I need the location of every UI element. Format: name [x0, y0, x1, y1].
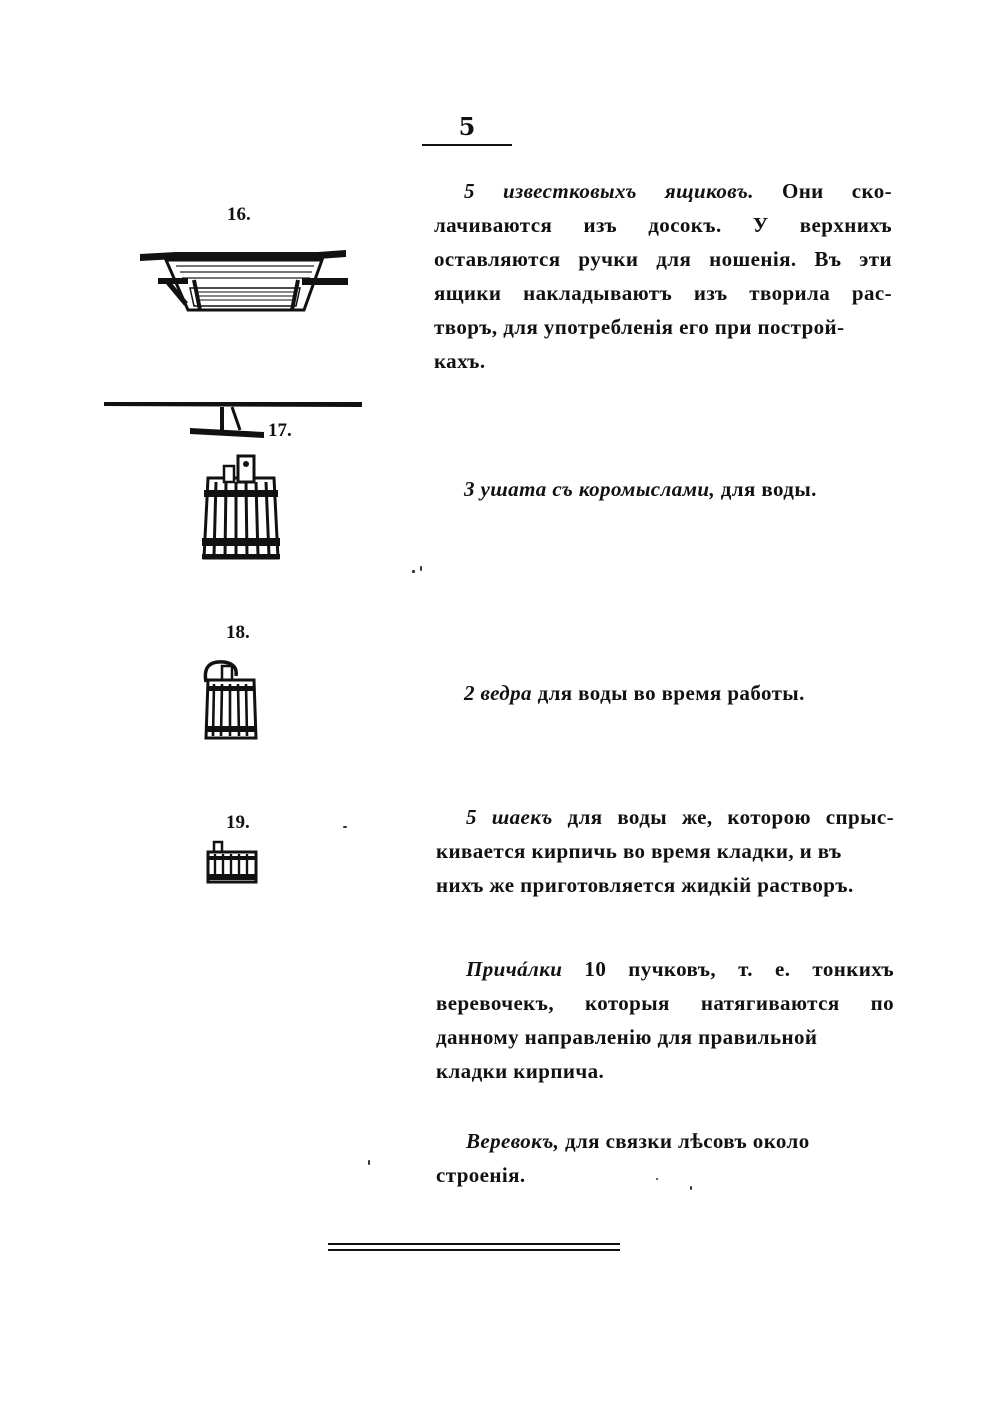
scan-speck — [420, 566, 422, 571]
scan-speck — [690, 1186, 692, 1190]
entry-buckets: 2 ведра для воды во время работы. — [434, 676, 892, 710]
entry-ropes: Веревокъ, для связки лѣсовъ около строенія. — [436, 1129, 810, 1187]
entry-ropes-lead: Веревокъ, — [466, 1129, 560, 1153]
page-number: 5 — [458, 112, 476, 141]
figure-16-label: 16. — [227, 204, 251, 225]
entry-prichalki-lead: Причáлки — [466, 957, 563, 981]
entry-tubs-with-yokes: 3 ушата съ коромыслами, для воды. — [434, 472, 892, 506]
figure-16-mortar-box-illustration — [136, 244, 354, 322]
figure-17-label: 17. — [268, 420, 292, 441]
figure-18-label: 18. — [226, 622, 250, 643]
entry-tubs-lead: 3 ушата съ коромыслами, — [464, 477, 716, 501]
figure-17-yoke-and-tub-illustration — [104, 398, 366, 574]
figure-18-bucket-illustration — [192, 656, 264, 744]
scan-speck — [656, 1178, 658, 1180]
end-rule-bottom — [328, 1249, 620, 1251]
page-number-rule — [422, 144, 512, 146]
figure-19-small-tub-illustration — [204, 838, 262, 890]
entry-prichalki: Причáлки 10 пучковъ, т. е. тонкихъ веревочекъ, которыя натягиваются по данному направленію для правильной кладки кирпича. — [436, 957, 894, 1083]
entry-small-tubs-lead: 5 шаекъ — [466, 805, 553, 829]
entry-lime-boxes-lead: 5 известковыхъ ящиковъ. — [464, 179, 754, 203]
scan-speck — [343, 826, 347, 828]
entry-lime-boxes: 5 известковыхъ ящиковъ. Они ско- лачиваются изъ досокъ. У верхнихъ оставляются ручки для ношенія. Въ эти ящики накладываютъ изъ творила рас- творъ, для употребленія его при построй- кахъ. — [434, 179, 893, 373]
scan-speck — [368, 1160, 370, 1165]
entry-buckets-lead: 2 ведра — [464, 681, 532, 705]
figure-19-label: 19. — [226, 812, 250, 833]
entry-small-tubs: 5 шаекъ для воды же, которою спрыс- кивается кирпичь во время кладки, и въ нихъ же приготовляется жидкій растворъ. — [436, 805, 894, 897]
scan-speck — [412, 570, 415, 573]
end-rule-top — [328, 1243, 620, 1245]
